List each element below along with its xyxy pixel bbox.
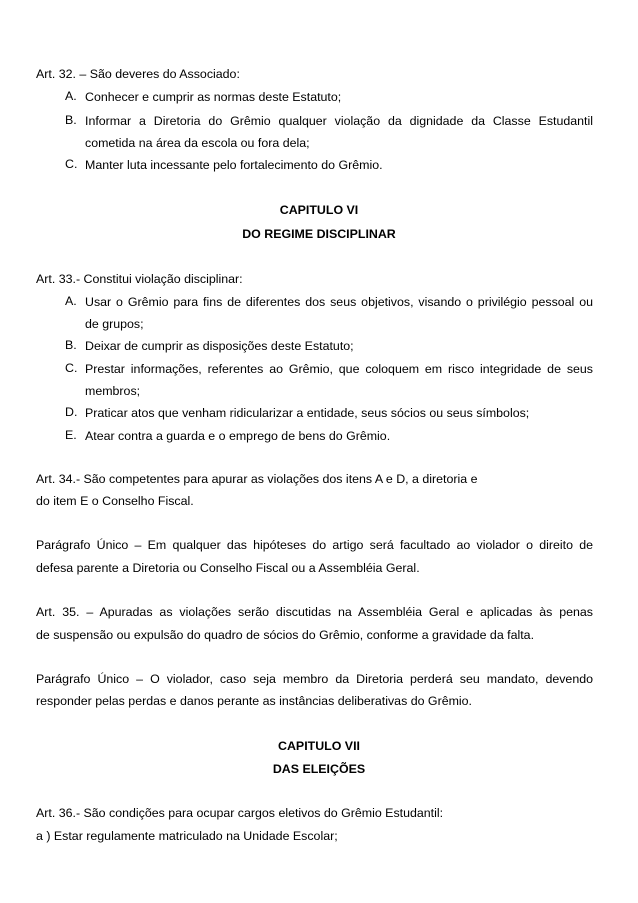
art32-heading: Art. 32. – São deveres do Associado: [36,67,240,81]
list-marker-c: C. [65,157,78,171]
art35-line1: Art. 35. – Apuradas as violações serão discutidas na Assembléia Geral e aplicadas às penas [36,605,593,619]
chapter-7-subtitle: DAS ELEIÇÕES [272,762,366,776]
art34-line2: do item E o Conselho Fiscal. [36,494,194,508]
art32-item-a: Conhecer e cumprir as normas deste Estatuto; [85,90,342,104]
art33-item-c-line1: Prestar informações, referentes ao Grêmio, que coloquem em risco integridade de seus [85,362,593,376]
list-marker-b: B. [65,113,77,127]
art33-item-b: Deixar de cumprir as disposições deste Estatuto; [85,339,354,353]
list-marker-c: C. [65,361,78,375]
paragraph-34-line1: Parágrafo Único – Em qualquer das hipóteses do artigo será facultado ao violador o direito de [36,538,593,552]
paragraph-35-line1: Parágrafo Único – O violador, caso seja membro da Diretoria perderá seu mandato, devendo [36,672,593,686]
art33-item-e: Atear contra a guarda e o emprego de bens do Grêmio. [85,429,391,443]
list-marker-a: A. [65,89,77,103]
art33-item-a-line2: de grupos; [85,317,144,331]
art36-heading: Art. 36.- São condições para ocupar cargos eletivos do Grêmio Estudantil: [36,806,444,820]
art32-item-b-line2: cometida na área da escola ou fora dela; [85,136,310,150]
chapter-6-title: CAPITULO VI [279,203,359,217]
list-marker-a: A. [65,294,77,308]
list-marker-d: D. [65,405,78,419]
chapter-7-title: CAPITULO VII [278,739,360,753]
list-marker-b: B. [65,338,77,352]
list-marker-e: E. [65,428,77,442]
art32-item-c: Manter luta incessante pelo fortalecimento do Grêmio. [85,158,383,172]
art36-item-a: a ) Estar regulamente matriculado na Unidade Escolar; [36,829,338,843]
art33-item-a-line1: Usar o Grêmio para fins de diferentes dos seus objetivos, visando o privilégio pessoal ou [85,295,593,309]
art35-line2: de suspensão ou expulsão do quadro de sócios do Grêmio, conforme a gravidade da falta. [36,628,535,642]
art34-line1: Art. 34.- São competentes para apurar as violações dos itens A e D, a diretoria e [36,472,478,486]
chapter-6-subtitle: DO REGIME DISCIPLINAR [242,227,396,241]
paragraph-35-line2: responder pelas perdas e danos perante as instâncias deliberativas do Grêmio. [36,694,472,708]
art33-item-c-line2: membros; [85,384,141,398]
paragraph-34-line2: defesa parente a Diretoria ou Conselho Fiscal ou a Assembléia Geral. [36,561,420,575]
art33-heading: Art. 33.- Constitui violação disciplinar: [36,272,243,286]
art32-item-b-line1: Informar a Diretoria do Grêmio qualquer violação da dignidade da Classe Estudantil [85,114,593,128]
art33-item-d: Praticar atos que venham ridicularizar a entidade, seus sócios ou seus símbolos; [85,406,530,420]
